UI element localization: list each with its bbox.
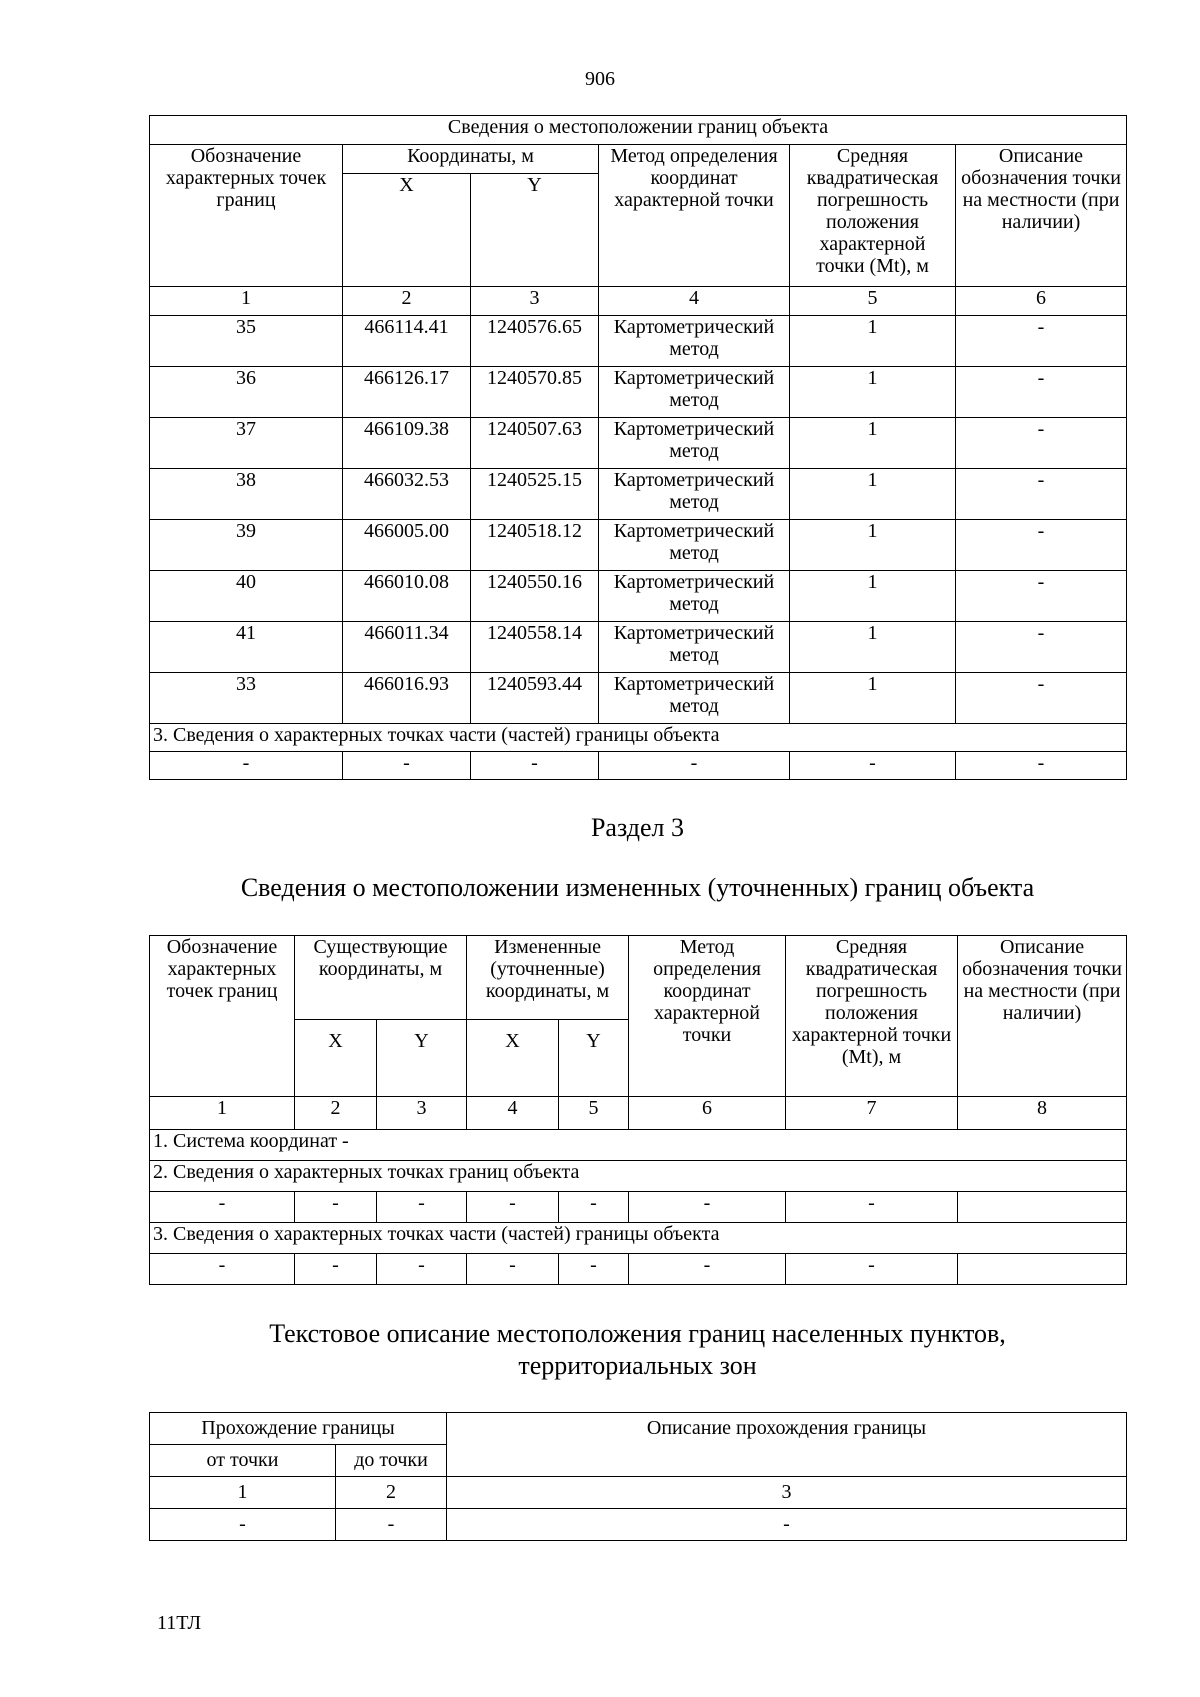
heading-line: Текстовое описание местоположения границ населенных пунктов, bbox=[269, 1319, 1006, 1348]
point-x: 466016.93 bbox=[343, 673, 471, 724]
point-description: - bbox=[956, 469, 1127, 520]
point-id: 35 bbox=[150, 316, 343, 367]
header-to-point: до точки bbox=[336, 1445, 447, 1477]
table-row bbox=[150, 469, 1127, 520]
column-number: 1 bbox=[150, 287, 343, 316]
point-method: Картометрический метод bbox=[599, 673, 790, 724]
point-id: 40 bbox=[150, 571, 343, 622]
header-method: Метод определения координат характерной точки bbox=[629, 936, 786, 1097]
point-y: 1240507.63 bbox=[471, 418, 599, 469]
column-number: 6 bbox=[956, 287, 1127, 316]
column-number: 3 bbox=[377, 1097, 467, 1130]
point-x: 466005.00 bbox=[343, 520, 471, 571]
empty-cell: - bbox=[786, 1254, 958, 1285]
header-error: Средняя квадратическая погрешность положения характерной точки (Mt), м bbox=[786, 936, 958, 1097]
section-subtitle: Сведения о местоположении измененных (уточненных) границ объекта bbox=[240, 873, 1035, 902]
empty-cell: - bbox=[471, 752, 599, 780]
column-number: 2 bbox=[343, 287, 471, 316]
column-number: 3 bbox=[471, 287, 599, 316]
empty-cell: - bbox=[956, 752, 1127, 780]
footer-code: 11ТЛ bbox=[157, 1612, 202, 1634]
header-from-point: от точки bbox=[150, 1445, 336, 1477]
header-x: X bbox=[295, 1020, 377, 1097]
header-description: Описание обозначения точки на местности (при наличии) bbox=[956, 145, 1127, 287]
empty-cell: - bbox=[150, 1192, 295, 1223]
header-x: X bbox=[343, 174, 471, 287]
point-y: 1240558.14 bbox=[471, 622, 599, 673]
points-section-label: 2. Сведения о характерных точках границ объекта bbox=[150, 1161, 1127, 1192]
point-method: Картометрический метод bbox=[599, 316, 790, 367]
boundary-passage-table bbox=[149, 1412, 1127, 1541]
point-y: 1240576.65 bbox=[471, 316, 599, 367]
point-id: 39 bbox=[150, 520, 343, 571]
column-number: 4 bbox=[599, 287, 790, 316]
part-section-label: 3. Сведения о характерных точках части (частей) границы объекта bbox=[150, 1223, 1127, 1254]
point-method: Картометрический метод bbox=[599, 367, 790, 418]
point-id: 33 bbox=[150, 673, 343, 724]
part-section-label: 3. Сведения о характерных точках части (частей) границы объекта bbox=[150, 724, 1127, 752]
header-error: Средняя квадратическая погрешность положения характерной точки (Mt), м bbox=[790, 145, 956, 287]
heading-line: территориальных зон bbox=[518, 1351, 757, 1380]
table-row bbox=[150, 1192, 1127, 1223]
header-designation: Обозначение характерных точек границ bbox=[150, 145, 343, 287]
point-method: Картометрический метод bbox=[599, 520, 790, 571]
column-number: 5 bbox=[559, 1097, 629, 1130]
header-existing-coordinates: Существующие координаты, м bbox=[295, 936, 467, 1020]
column-number: 8 bbox=[958, 1097, 1127, 1130]
empty-cell: - bbox=[377, 1254, 467, 1285]
empty-cell: - bbox=[467, 1254, 559, 1285]
table-row bbox=[150, 571, 1127, 622]
column-number: 1 bbox=[150, 1477, 336, 1509]
point-x: 466109.38 bbox=[343, 418, 471, 469]
point-x: 466126.17 bbox=[343, 367, 471, 418]
point-description: - bbox=[956, 622, 1127, 673]
point-description: - bbox=[956, 571, 1127, 622]
point-error: 1 bbox=[790, 316, 956, 367]
header-y: Y bbox=[471, 174, 599, 287]
point-error: 1 bbox=[790, 418, 956, 469]
point-y: 1240570.85 bbox=[471, 367, 599, 418]
empty-cell: - bbox=[343, 752, 471, 780]
point-x: 466032.53 bbox=[343, 469, 471, 520]
point-method: Картометрический метод bbox=[599, 622, 790, 673]
table-row bbox=[150, 1509, 1127, 1541]
empty-cell: - bbox=[295, 1254, 377, 1285]
header-y: Y bbox=[377, 1020, 467, 1097]
empty-cell: - bbox=[467, 1192, 559, 1223]
empty-cell: - bbox=[629, 1254, 786, 1285]
column-number: 1 bbox=[150, 1097, 295, 1130]
table-row bbox=[150, 1254, 1127, 1285]
table-row bbox=[150, 367, 1127, 418]
boundary-location-table bbox=[149, 115, 1127, 780]
column-number: 6 bbox=[629, 1097, 786, 1130]
empty-cell bbox=[958, 1192, 1127, 1223]
table-row bbox=[150, 752, 1127, 780]
point-x: 466010.08 bbox=[343, 571, 471, 622]
point-error: 1 bbox=[790, 673, 956, 724]
point-y: 1240550.16 bbox=[471, 571, 599, 622]
page-number: 906 bbox=[585, 68, 615, 90]
empty-cell: - bbox=[790, 752, 956, 780]
text-description-heading bbox=[0, 1318, 1200, 1382]
point-id: 37 bbox=[150, 418, 343, 469]
empty-cell: - bbox=[599, 752, 790, 780]
point-id: 38 bbox=[150, 469, 343, 520]
point-description: - bbox=[956, 418, 1127, 469]
point-error: 1 bbox=[790, 622, 956, 673]
column-number: 2 bbox=[295, 1097, 377, 1130]
empty-cell: - bbox=[377, 1192, 467, 1223]
point-x: 466114.41 bbox=[343, 316, 471, 367]
column-number: 3 bbox=[447, 1477, 1127, 1509]
column-number: 2 bbox=[336, 1477, 447, 1509]
empty-cell: - bbox=[559, 1254, 629, 1285]
point-y: 1240518.12 bbox=[471, 520, 599, 571]
column-number: 7 bbox=[786, 1097, 958, 1130]
table-row bbox=[150, 520, 1127, 571]
point-description: - bbox=[956, 316, 1127, 367]
header-description: Описание обозначения точки на местности (при наличии) bbox=[958, 936, 1127, 1097]
table-row bbox=[150, 418, 1127, 469]
section-title: Раздел 3 bbox=[590, 813, 685, 842]
empty-cell: - bbox=[786, 1192, 958, 1223]
empty-cell bbox=[958, 1254, 1127, 1285]
table-row bbox=[150, 673, 1127, 724]
point-method: Картометрический метод bbox=[599, 571, 790, 622]
point-error: 1 bbox=[790, 520, 956, 571]
point-error: 1 bbox=[790, 571, 956, 622]
changed-boundaries-table bbox=[149, 935, 1127, 1285]
header-y: Y bbox=[559, 1020, 629, 1097]
empty-cell: - bbox=[447, 1509, 1127, 1541]
table-row bbox=[150, 316, 1127, 367]
point-y: 1240525.15 bbox=[471, 469, 599, 520]
header-method: Метод определения координат характерной точки bbox=[599, 145, 790, 287]
empty-cell: - bbox=[295, 1192, 377, 1223]
point-description: - bbox=[956, 673, 1127, 724]
point-error: 1 bbox=[790, 469, 956, 520]
header-coordinates: Координаты, м bbox=[343, 145, 599, 174]
empty-cell: - bbox=[150, 1254, 295, 1285]
point-id: 41 bbox=[150, 622, 343, 673]
coordinate-system-label: 1. Система координат - bbox=[150, 1130, 1127, 1161]
table-title: Сведения о местоположении границ объекта bbox=[150, 116, 1127, 145]
header-passage: Прохождение границы bbox=[150, 1413, 447, 1445]
empty-cell: - bbox=[336, 1509, 447, 1541]
point-x: 466011.34 bbox=[343, 622, 471, 673]
point-id: 36 bbox=[150, 367, 343, 418]
column-number: 5 bbox=[790, 287, 956, 316]
point-description: - bbox=[956, 367, 1127, 418]
header-changed-coordinates: Измененные (уточненные) координаты, м bbox=[467, 936, 629, 1020]
empty-cell: - bbox=[559, 1192, 629, 1223]
header-passage-description: Описание прохождения границы bbox=[447, 1413, 1127, 1477]
table-row bbox=[150, 622, 1127, 673]
empty-cell: - bbox=[150, 1509, 336, 1541]
empty-cell: - bbox=[150, 752, 343, 780]
empty-cell: - bbox=[629, 1192, 786, 1223]
point-method: Картометрический метод bbox=[599, 418, 790, 469]
column-number: 4 bbox=[467, 1097, 559, 1130]
header-designation: Обозначение характерных точек границ bbox=[150, 936, 295, 1097]
point-error: 1 bbox=[790, 367, 956, 418]
header-x: X bbox=[467, 1020, 559, 1097]
point-y: 1240593.44 bbox=[471, 673, 599, 724]
point-method: Картометрический метод bbox=[599, 469, 790, 520]
point-description: - bbox=[956, 520, 1127, 571]
